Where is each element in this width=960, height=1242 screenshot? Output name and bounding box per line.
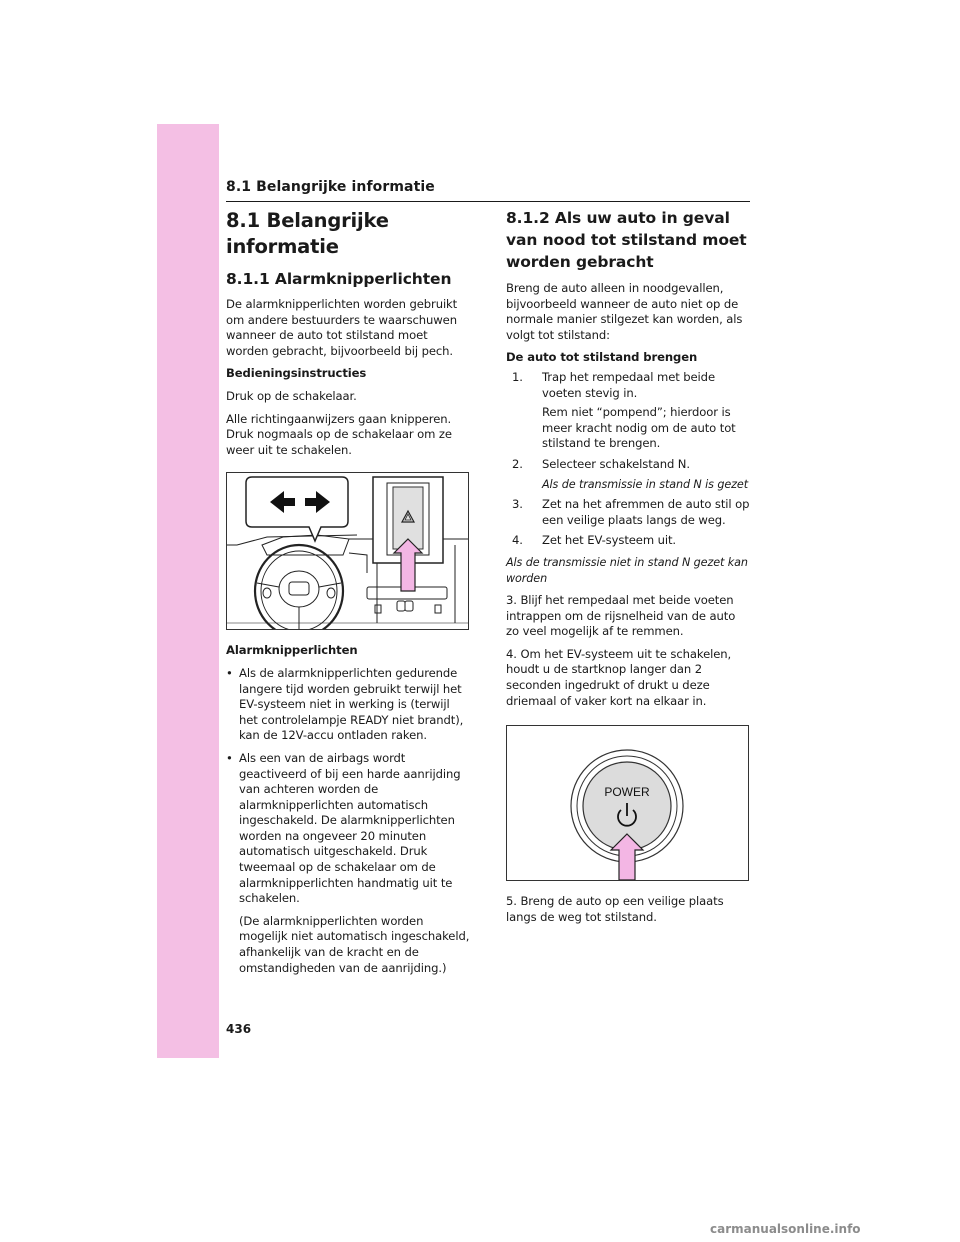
step-number: 2. — [512, 456, 523, 471]
alternative-step-3: 3. Blijf het rempedaal met beide voeten intrappen om de rijsnelheid van de auto zo veel mogelijk af te remmen. — [506, 593, 736, 639]
step-item — [506, 533, 751, 549]
hazard-intro: De alarmknipperlichten worden gebruikt om andere bestuurders te waarschuwen wanneer de auto tot stilstand moet worden gebracht, bijvoorbeeld bij pech. — [226, 297, 458, 358]
step-3-text: Zet na het afremmen de auto stil op een veilige plaats langs de weg. — [542, 497, 750, 527]
instruction-2: Alle richtingaanwijzers gaan knipperen. Druk nogmaals op de schakelaar om ze weer uit te schakelen. — [226, 411, 452, 457]
bullet-item — [226, 751, 471, 976]
page-number: 436 — [226, 1022, 252, 1036]
hazard-switch-illustration — [226, 472, 469, 630]
alternative-heading: Als de transmissie niet in stand N gezet kan worden — [506, 555, 748, 585]
footer-watermark: carmanualsonline.info — [710, 1222, 861, 1236]
step-number: 3. — [512, 497, 523, 512]
step-number: 4. — [512, 533, 523, 548]
bullet-item — [226, 666, 471, 744]
bullet-text-1: Als de alarmknipperlichten gedurende langere tijd worden gebruikt terwijl het EV-systeem niet in werking is (terwijl het controlelampje READY niet brandt), kan de 12V-accu ontladen raken. — [239, 665, 464, 743]
figure-caption: Alarmknipperlichten — [226, 643, 358, 658]
instruction-1: Druk op de schakelaar. — [226, 388, 357, 403]
step-item — [506, 457, 751, 492]
subsection-title-hazard: 8.1.1 Alarmknipperlichten — [226, 270, 452, 288]
step-2-text: Selecteer schakelstand N. — [542, 456, 690, 471]
step-2-note: Als de transmissie in stand N is gezet — [542, 477, 748, 491]
bullet-text-2: Als een van de airbags wordt geactiveerd of bij een harde aanrijding van achteren worden de alarmknipperlichten automatisch ingeschakeld. De alarmknipperlichten worden na ongeveer 20 minuten automatisch uitgeschakeld. Druk tweemaal op de schakelaar om de alarmknipperlichten handmatig uit te schakelen. — [239, 750, 461, 906]
section-title: 8.1 Belangrijke informatie — [226, 209, 389, 258]
alternative-step-4: 4. Om het EV-systeem uit te schakelen, houdt u de startknop langer dan 2 seconden ingedrukt of drukt u deze driemaal of vaker kort na elkaar in. — [506, 646, 732, 708]
step-item — [506, 497, 751, 528]
dashboard-drawing — [227, 473, 468, 629]
step-number: 1. — [512, 369, 523, 384]
bullet-note: (De alarmknipperlichten worden mogelijk niet automatisch ingeschakeld, afhankelijk van de kracht en de omstandigheden van de aanrijding.) — [239, 913, 470, 975]
running-header — [226, 178, 750, 202]
subsection-title-emergency: 8.1.2 Als uw auto in geval van nood tot stilstand moet worden gebracht — [506, 209, 747, 271]
left-column — [226, 206, 471, 983]
instructions-heading: Bedieningsinstructies — [226, 366, 367, 381]
bullet-icon: • — [226, 750, 233, 765]
power-button-illustration — [506, 725, 749, 881]
header-title: 8.1 Belangrijke informatie — [226, 179, 435, 195]
alternative-step-5: 5. Breng de auto op een veilige plaats langs de weg tot stilstand. — [506, 894, 724, 924]
steps-heading: De auto tot stilstand brengen — [506, 350, 698, 365]
step-1-text: Trap het rempedaal met beide voeten stevig in. — [542, 369, 715, 400]
power-label: POWER — [604, 785, 650, 800]
emergency-intro: Breng de auto alleen in noodgevallen, bijvoorbeeld wanneer de auto niet op de normale manier stilgezet kan worden, als volgt tot stilstand: — [506, 281, 743, 342]
step-1-note: Rem niet “pompend”; hierdoor is meer kracht nodig om de auto tot stilstand te brengen. — [542, 405, 736, 451]
step-4-text: Zet het EV-systeem uit. — [542, 533, 677, 548]
power-button-drawing — [507, 726, 748, 880]
chapter-tab — [157, 124, 219, 1058]
right-column — [506, 206, 751, 932]
bullet-icon: • — [226, 665, 233, 680]
step-item — [506, 370, 751, 452]
